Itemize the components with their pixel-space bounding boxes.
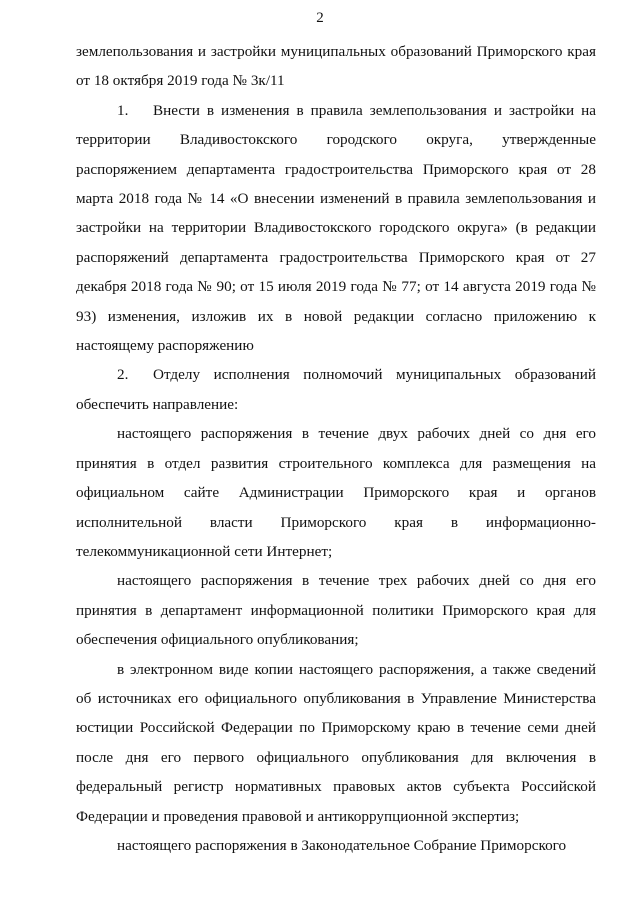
- paragraph-continuation: землепользования и застройки муниципальных образований Приморского края от 18 октября 2019 года № 3к/11: [76, 43, 596, 90]
- list-item-2-text: Отделу исполнения полномочий муниципальных образований обеспечить направление:: [76, 366, 596, 413]
- subparagraph-3: в электронном виде копии настоящего распоряжения, а также сведений об источниках его официального опубликования в Управление Министерства юстиции Российской Федерации по Приморскому краю в течение семи дней после дня его первого официального опубликования для включения в федеральный регистр нормативных правовых актов субъекта Российской Федерации и проведения правовой и антикоррупционной экспертиз;: [76, 660, 596, 825]
- subparagraph-4: настоящего распоряжения в Законодательное Собрание Приморского: [117, 836, 567, 854]
- subparagraph-1: настоящего распоряжения в течение двух рабочих дней со дня его принятия в отдел развития строительного комплекса для размещения на официальном сайте Администрации Приморского края и органов исполнительной власти Приморского края в информационно-телекоммуникационной сети Интернет;: [76, 425, 596, 560]
- page-number: 2: [316, 10, 324, 26]
- list-item-2: [76, 360, 596, 419]
- list-item-1-number: 1.: [117, 101, 129, 119]
- list-item-1: [76, 96, 596, 361]
- list-item-2-number: 2.: [117, 366, 129, 384]
- document-body: [76, 37, 596, 860]
- list-item-1-text: Внести в изменения в правила землепользования и застройки на территории Владивостокского городского округа, утвержденные распоряжением департамента градостроительства Приморского края от 28 марта 2018 года № 14 «О внесении изменений в правила землепользования и застройки на территории Владивостокского городского округа» (в редакции распоряжений департамента градостроительства Приморского края от 27 декабря 2018 года № 90; от 15 июля 2019 года № 77; от 14 августа 2019 года № 93) изменения, изложив их в новой редакции согласно приложению к настоящему распоряжению: [76, 101, 596, 355]
- subparagraph-2: настоящего распоряжения в течение трех рабочих дней со дня его принятия в департамент информационной политики Приморского края для обеспечения официального опубликования;: [76, 572, 596, 649]
